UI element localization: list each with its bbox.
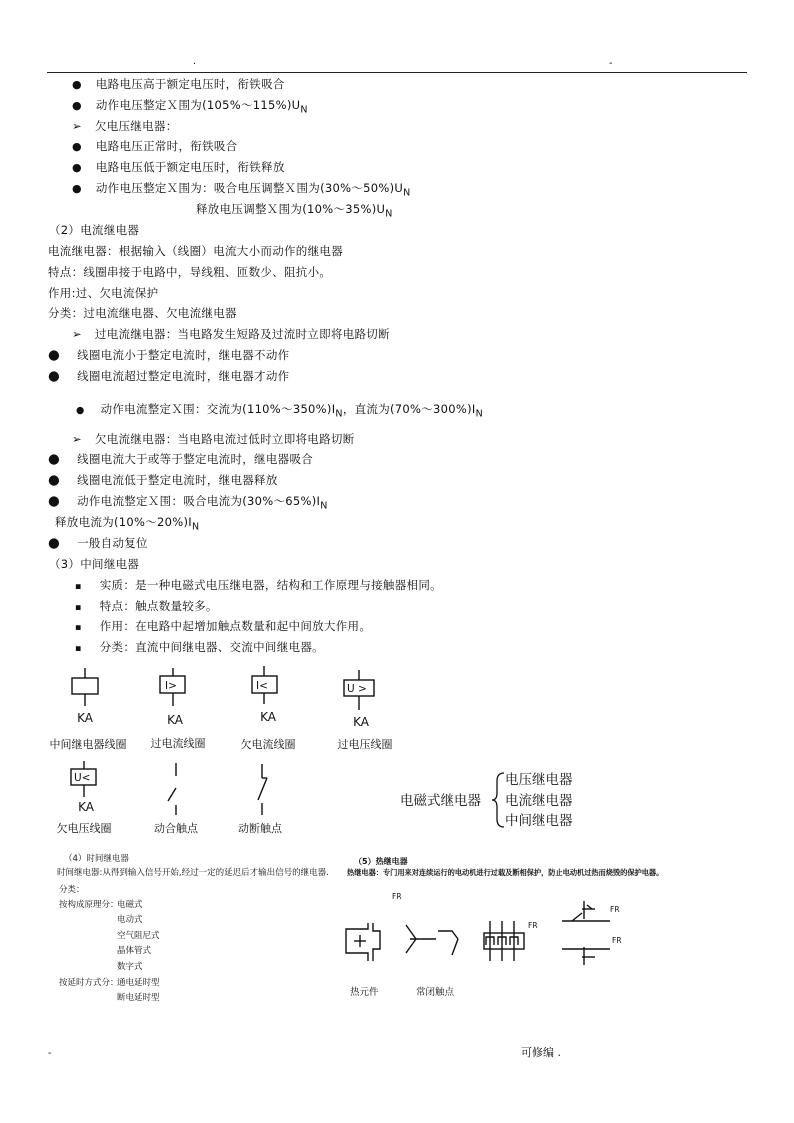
bullet-line: ● 线圈电流超过整定电流时，继电器才动作 bbox=[48, 368, 290, 384]
feature: 特点：线圈串接于电路中，导线粗、匝数少、阻抗小。 bbox=[48, 265, 332, 279]
coil-label-ka: KA bbox=[167, 713, 183, 727]
under-voltage-mark: U< bbox=[74, 772, 91, 784]
bullet-line: ● 电路电压高于额定电压时，衔铁吸合 bbox=[72, 77, 285, 91]
principle-item: 电动式 bbox=[117, 915, 143, 925]
principle-item: 晶体管式 bbox=[117, 946, 152, 956]
footer-note: 可修编 . bbox=[521, 1046, 561, 1059]
classification-item: 中间继电器 bbox=[505, 813, 573, 829]
over-current-mark: I> bbox=[165, 680, 177, 692]
bullet-line: ● 动作电压整定Ｘ围为$(105\%\sim 115\%)U_N$ bbox=[72, 98, 308, 116]
coil-label-ka: KA bbox=[78, 800, 94, 814]
caption-heating-element: 热元件 bbox=[350, 987, 379, 998]
header-mark-left: . bbox=[193, 56, 197, 67]
delay-item: 通电延时型 bbox=[117, 978, 160, 988]
arrow-line: ➢ 欠电流继电器：当电路电流过低时立即将电路切断 bbox=[72, 432, 355, 446]
usage: 作用:过、欠电流保护 bbox=[48, 286, 159, 300]
arrow-line: ➢ 欠电压继电器： bbox=[72, 119, 178, 133]
square-bullet-line: ▪ 实质：是一种电磁式电压继电器，结构和工作原理与接触器相同。 bbox=[75, 578, 442, 592]
classification-main: 电磁式继电器 bbox=[400, 793, 481, 809]
by-delay-label: 按延时方式分： bbox=[59, 978, 119, 988]
header-rule bbox=[47, 72, 747, 73]
classification-item: 电流继电器 bbox=[505, 793, 573, 809]
square-bullet-line: ▪ 分类：直流中间继电器、交流中间继电器。 bbox=[75, 640, 324, 654]
release-voltage-line: 释放电压调整Ｘ围为$(10\%\sim 35\%)U_N$ bbox=[196, 202, 393, 220]
bullet-line: ● 电路电压正常时，衔铁吸合 bbox=[72, 139, 238, 153]
caption-over-voltage-coil: 过电压线圈 bbox=[337, 738, 393, 751]
classification-item: 电压继电器 bbox=[505, 772, 573, 788]
caption-intermediate-coil: 中间继电器线圈 bbox=[49, 738, 127, 751]
fr-label: FR bbox=[610, 905, 620, 914]
principle-item: 空气阻尼式 bbox=[117, 931, 160, 941]
caption-under-current-coil: 欠电流线圈 bbox=[240, 738, 296, 751]
header-mark-right: - bbox=[609, 58, 613, 69]
by-principle-label: 按构成原理分： bbox=[59, 900, 119, 910]
footer-mark-left: - bbox=[48, 1048, 52, 1059]
bullet-line: ● 线圈电流大于或等于整定电流时，继电器吸合 bbox=[48, 451, 314, 467]
coil-label-ka: KA bbox=[77, 711, 93, 725]
bullet-line: ● 线圈电流低于整定电流时，继电器释放 bbox=[48, 472, 278, 488]
bullet-line: ● 动作电流整定Ｘ围：交流为$(110\%\sim 350\%)I_N$，直流为$(70\%\sim 300\%)I_N$ bbox=[76, 402, 484, 420]
fr-label: FR bbox=[612, 936, 622, 945]
arrow-line: ➢ 过电流继电器：当电路发生短路及过流时立即将电路切断 bbox=[72, 327, 390, 341]
coil-label-ka: KA bbox=[353, 715, 369, 729]
definition: 时间继电器:从得到输入信号开始,经过一定的延迟后才输出信号的继电器. bbox=[57, 868, 329, 878]
caption-under-voltage-coil: 欠电压线圈 bbox=[56, 822, 112, 835]
definition: 电流继电器：根据输入（线圈）电流大小而动作的继电器 bbox=[48, 244, 343, 258]
square-bullet-line: ▪ 作用：在电路中起增加触点数量和起中间放大作用。 bbox=[75, 619, 372, 633]
thermal-relay-diagram bbox=[340, 885, 650, 1000]
definition: 热继电器：专门用来对连续运行的电动机进行过载及断相保护，防止电动机过热而烧毁的保护电器。 bbox=[347, 868, 664, 877]
delay-item: 断电延时型 bbox=[117, 993, 160, 1003]
bullet-line: ● 一般自动复位 bbox=[48, 535, 148, 551]
section-heading: （3）中间继电器 bbox=[49, 557, 140, 571]
bullet-line: ● 动作电压整定Ｘ围为：吸合电压调整Ｘ围为$(30\%\sim 50\%)U_N$ bbox=[72, 181, 411, 199]
bullet-line: ● 线圈电流小于整定电流时，继电器不动作 bbox=[48, 347, 290, 363]
caption-nc-contact: 动断触点 bbox=[238, 822, 282, 835]
release-current-line: 释放电流为$(10\%\sim 20\%)I_N$ bbox=[55, 515, 200, 533]
principle-item: 数字式 bbox=[117, 962, 143, 972]
classification-label: 分类： bbox=[59, 885, 85, 895]
section-heading: （4）时间继电器 bbox=[64, 854, 129, 864]
square-bullet-line: ▪ 特点：触点数量较多。 bbox=[75, 599, 218, 613]
caption-nc-contact: 常闭触点 bbox=[416, 987, 455, 998]
fr-label: FR bbox=[528, 921, 538, 930]
coil-label-ka: KA bbox=[260, 710, 276, 724]
fr-label: FR bbox=[392, 892, 402, 901]
bullet-line: ● 电路电压低于额定电压时，衔铁释放 bbox=[72, 160, 285, 174]
caption-over-current-coil: 过电流线圈 bbox=[150, 737, 206, 750]
section-heading: （5）热继电器 bbox=[354, 857, 408, 866]
principle-item: 电磁式 bbox=[117, 900, 143, 910]
bullet-line: ● 动作电流整定Ｘ围：吸合电流为$(30\%\sim 65\%)I_N$ bbox=[48, 493, 328, 512]
under-current-mark: I< bbox=[256, 680, 268, 692]
over-voltage-mark: U > bbox=[347, 683, 367, 695]
types: 分类：过电流继电器、欠电流继电器 bbox=[48, 306, 237, 320]
caption-no-contact: 动合触点 bbox=[154, 822, 198, 835]
section-heading: （2）电流继电器 bbox=[49, 223, 140, 237]
